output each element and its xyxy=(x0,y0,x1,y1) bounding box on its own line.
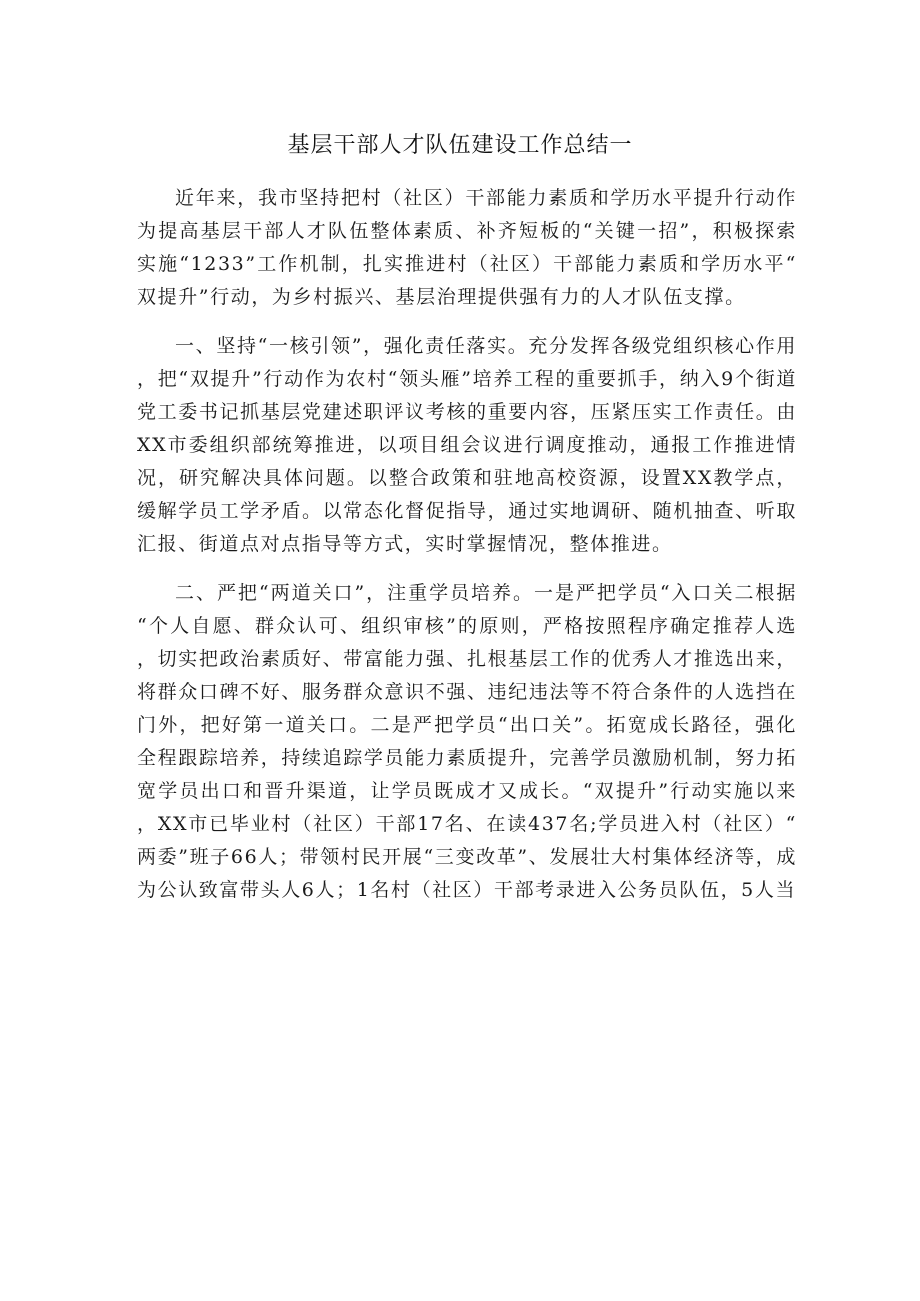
document-body xyxy=(137,182,797,923)
paragraph-section-one: 一、坚持“一核引领”，强化责任落实。充分发挥各级党组织核心作用，把“双提升”行动作为农村“领头雁”培养工程的重要抓手，纳入9个街道党工委书记抓基层党建述职评议考核的重要内容，压紧压实工作责任。由XX市委组织部统筹推进，以项目组会议进行调度推动，通报工作推进情况，研究解决具体问题。以整合政策和驻地高校资源，设置XX教学点，缓解学员工学矛盾。以常态化督促指导，通过实地调研、随机抽查、听取汇报、街道点对点指导等方式，实时掌握情况，整体推进。 xyxy=(137,335,797,555)
paragraph-intro: 近年来，我市坚持把村（社区）干部能力素质和学历水平提升行动作为提高基层干部人才队伍整体素质、补齐短板的“关键一招”，积极探索实施“1233”工作机制，扎实推进村（社区）干部能力素质和学历水平“双提升”行动，为乡村振兴、基层治理提供强有力的人才队伍支撑。 xyxy=(137,187,797,308)
paragraph-section-two: 二、严把“两道关口”，注重学员培养。一是严把学员“入口关二根据“个人自愿、群众认可、组织审核”的原则，严格按照程序确定推荐人选，切实把政治素质好、带富能力强、扎根基层工作的优秀人才推选出来，将群众口碑不好、服务群众意识不强、违纪违法等不符合条件的人选挡在门外，把好第一道关口。二是严把学员“出口关”。拓宽成长路径，强化全程跟踪培养，持续追踪学员能力素质提升，完善学员激励机制，努力拓宽学员出口和晋升渠道，让学员既成才又成长。“双提升”行动实施以来，XX市已毕业村（社区）干部17名、在读437名;学员进入村（社区）“两委”班子66人；带领村民开展“三变改革”、发展壮大村集体经济等，成为公认致富带头人6人；1名村（社区）干部考录进入公务员队伍，5人当 xyxy=(137,582,797,901)
document-title: 基层干部人才队伍建设工作总结一 xyxy=(287,133,633,158)
